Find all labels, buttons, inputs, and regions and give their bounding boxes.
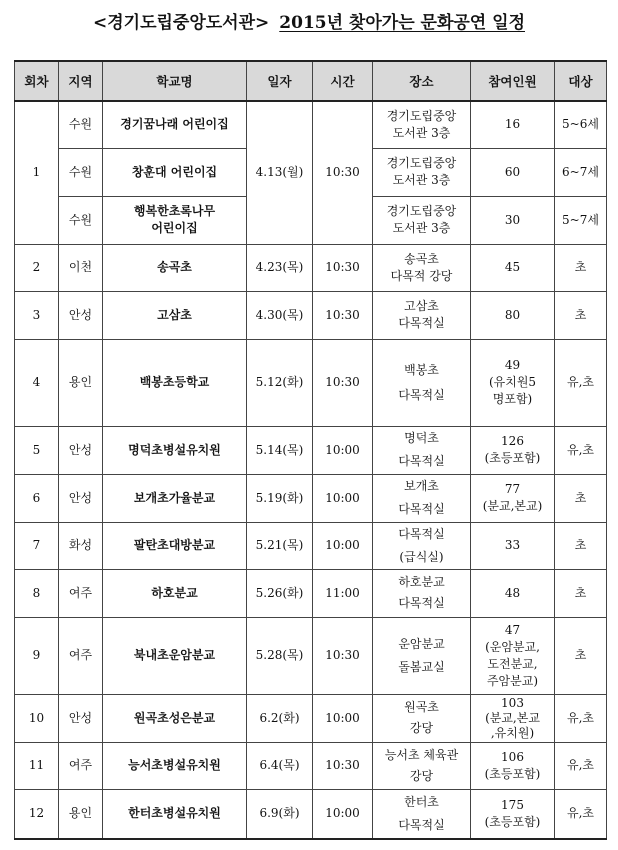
cell-target: 초	[555, 617, 607, 694]
cell-target: 유,초	[555, 742, 607, 789]
cell-target: 5~7세	[555, 196, 607, 244]
cell-date: 5.26(화)	[247, 569, 313, 617]
cell-round: 3	[15, 291, 59, 339]
cell-round: 1	[15, 101, 59, 244]
cell-round: 5	[15, 426, 59, 474]
table-row	[15, 244, 607, 291]
cell-date: 6.9(화)	[247, 789, 313, 839]
cell-date: 5.14(목)	[247, 426, 313, 474]
cell-target: 6~7세	[555, 148, 607, 196]
cell-count: 47 (운암분교, 도전분교, 주암분교)	[471, 617, 555, 694]
title-org: <경기도립중앙도서관>	[92, 13, 270, 33]
table-row	[15, 474, 607, 522]
cell-region: 안성	[59, 694, 103, 742]
cell-place: 원곡초 강당	[373, 694, 471, 742]
cell-place: 보개초 다목적실	[373, 474, 471, 522]
cell-round: 10	[15, 694, 59, 742]
cell-school: 명덕초병설유치원	[103, 426, 247, 474]
header-date: 일자	[247, 61, 313, 101]
cell-region: 여주	[59, 617, 103, 694]
cell-region: 수원	[59, 148, 103, 196]
cell-region: 용인	[59, 339, 103, 426]
cell-time: 10:00	[313, 426, 373, 474]
header-place: 장소	[373, 61, 471, 101]
cell-region: 이천	[59, 244, 103, 291]
cell-time: 10:30	[313, 742, 373, 789]
cell-time: 10:30	[313, 617, 373, 694]
cell-time: 10:30	[313, 101, 373, 244]
cell-time: 11:00	[313, 569, 373, 617]
cell-target: 초	[555, 569, 607, 617]
table-row	[15, 694, 607, 742]
cell-count: 103 (분교,본교 ,유치원)	[471, 694, 555, 742]
cell-time: 10:00	[313, 694, 373, 742]
cell-region: 여주	[59, 742, 103, 789]
cell-school: 경기꿈나래 어린이집	[103, 101, 247, 148]
schedule-table	[14, 60, 607, 840]
cell-count: 49 (유치원5 명포함)	[471, 339, 555, 426]
cell-date: 5.21(목)	[247, 522, 313, 569]
cell-region: 안성	[59, 291, 103, 339]
cell-round: 8	[15, 569, 59, 617]
cell-region: 안성	[59, 474, 103, 522]
cell-target: 유,초	[555, 426, 607, 474]
cell-target: 초	[555, 522, 607, 569]
header-target: 대상	[555, 61, 607, 101]
cell-target: 초	[555, 474, 607, 522]
cell-place: 백봉초 다목적실	[373, 339, 471, 426]
cell-date: 4.13(월)	[247, 101, 313, 244]
cell-place: 고삼초 다목적실	[373, 291, 471, 339]
cell-school: 보개초가율분교	[103, 474, 247, 522]
cell-count: 30	[471, 196, 555, 244]
cell-place: 송곡초 다목적 강당	[373, 244, 471, 291]
cell-school: 북내초운암분교	[103, 617, 247, 694]
cell-place: 명덕초 다목적실	[373, 426, 471, 474]
cell-target: 5~6세	[555, 101, 607, 148]
cell-region: 용인	[59, 789, 103, 839]
cell-place: 운암분교 돌봄교실	[373, 617, 471, 694]
cell-school: 백봉초등학교	[103, 339, 247, 426]
header-round: 회차	[15, 61, 59, 101]
table-row	[15, 426, 607, 474]
cell-round: 6	[15, 474, 59, 522]
table-row	[15, 789, 607, 839]
cell-school: 창훈대 어린이집	[103, 148, 247, 196]
cell-count: 16	[471, 101, 555, 148]
cell-school: 한터초병설유치원	[103, 789, 247, 839]
cell-round: 12	[15, 789, 59, 839]
header-school: 학교명	[103, 61, 247, 101]
cell-target: 초	[555, 244, 607, 291]
table-row	[15, 617, 607, 694]
header-row	[15, 61, 607, 101]
cell-count: 77 (분교,본교)	[471, 474, 555, 522]
cell-region: 수원	[59, 101, 103, 148]
cell-place: 하호분교 다목적실	[373, 569, 471, 617]
cell-place: 다목적실 (급식실)	[373, 522, 471, 569]
table-row	[15, 742, 607, 789]
cell-count: 45	[471, 244, 555, 291]
cell-school: 팔탄초대방분교	[103, 522, 247, 569]
table-row	[15, 339, 607, 426]
cell-region: 화성	[59, 522, 103, 569]
cell-count: 106 (초등포함)	[471, 742, 555, 789]
cell-time: 10:00	[313, 474, 373, 522]
cell-count: 175 (초등포함)	[471, 789, 555, 839]
title-subject: 2015년 찾아가는 문화공연 일정	[279, 13, 525, 33]
cell-date: 5.12(화)	[247, 339, 313, 426]
cell-time: 10:00	[313, 789, 373, 839]
cell-date: 4.30(목)	[247, 291, 313, 339]
header-region: 지역	[59, 61, 103, 101]
cell-round: 11	[15, 742, 59, 789]
cell-date: 4.23(목)	[247, 244, 313, 291]
cell-round: 7	[15, 522, 59, 569]
cell-time: 10:30	[313, 244, 373, 291]
cell-date: 5.19(화)	[247, 474, 313, 522]
cell-date: 6.4(목)	[247, 742, 313, 789]
cell-region: 여주	[59, 569, 103, 617]
cell-time: 10:00	[313, 522, 373, 569]
cell-count: 80	[471, 291, 555, 339]
cell-place: 한터초 다목적실	[373, 789, 471, 839]
cell-school: 능서초병설유치원	[103, 742, 247, 789]
cell-date: 5.28(목)	[247, 617, 313, 694]
cell-target: 유,초	[555, 339, 607, 426]
cell-school: 하호분교	[103, 569, 247, 617]
cell-count: 48	[471, 569, 555, 617]
cell-round: 9	[15, 617, 59, 694]
cell-school: 행복한초록나무 어린이집	[103, 196, 247, 244]
cell-region: 안성	[59, 426, 103, 474]
cell-target: 유,초	[555, 789, 607, 839]
cell-count: 126 (초등포함)	[471, 426, 555, 474]
header-time: 시간	[313, 61, 373, 101]
cell-round: 4	[15, 339, 59, 426]
cell-region: 수원	[59, 196, 103, 244]
cell-school: 송곡초	[103, 244, 247, 291]
table-row	[15, 522, 607, 569]
cell-target: 유,초	[555, 694, 607, 742]
header-count: 참여인원	[471, 61, 555, 101]
cell-school: 원곡초성은분교	[103, 694, 247, 742]
document-title	[0, 8, 618, 33]
cell-place: 경기도립중앙 도서관 3층	[373, 148, 471, 196]
cell-school: 고삼초	[103, 291, 247, 339]
cell-place: 능서초 체육관 강당	[373, 742, 471, 789]
cell-target: 초	[555, 291, 607, 339]
cell-round: 2	[15, 244, 59, 291]
table-row	[15, 569, 607, 617]
cell-place: 경기도립중앙 도서관 3층	[373, 101, 471, 148]
cell-time: 10:30	[313, 291, 373, 339]
cell-place: 경기도립중앙 도서관 3층	[373, 196, 471, 244]
cell-date: 6.2(화)	[247, 694, 313, 742]
table-row	[15, 101, 607, 148]
table-row	[15, 291, 607, 339]
cell-count: 33	[471, 522, 555, 569]
cell-count: 60	[471, 148, 555, 196]
cell-time: 10:30	[313, 339, 373, 426]
